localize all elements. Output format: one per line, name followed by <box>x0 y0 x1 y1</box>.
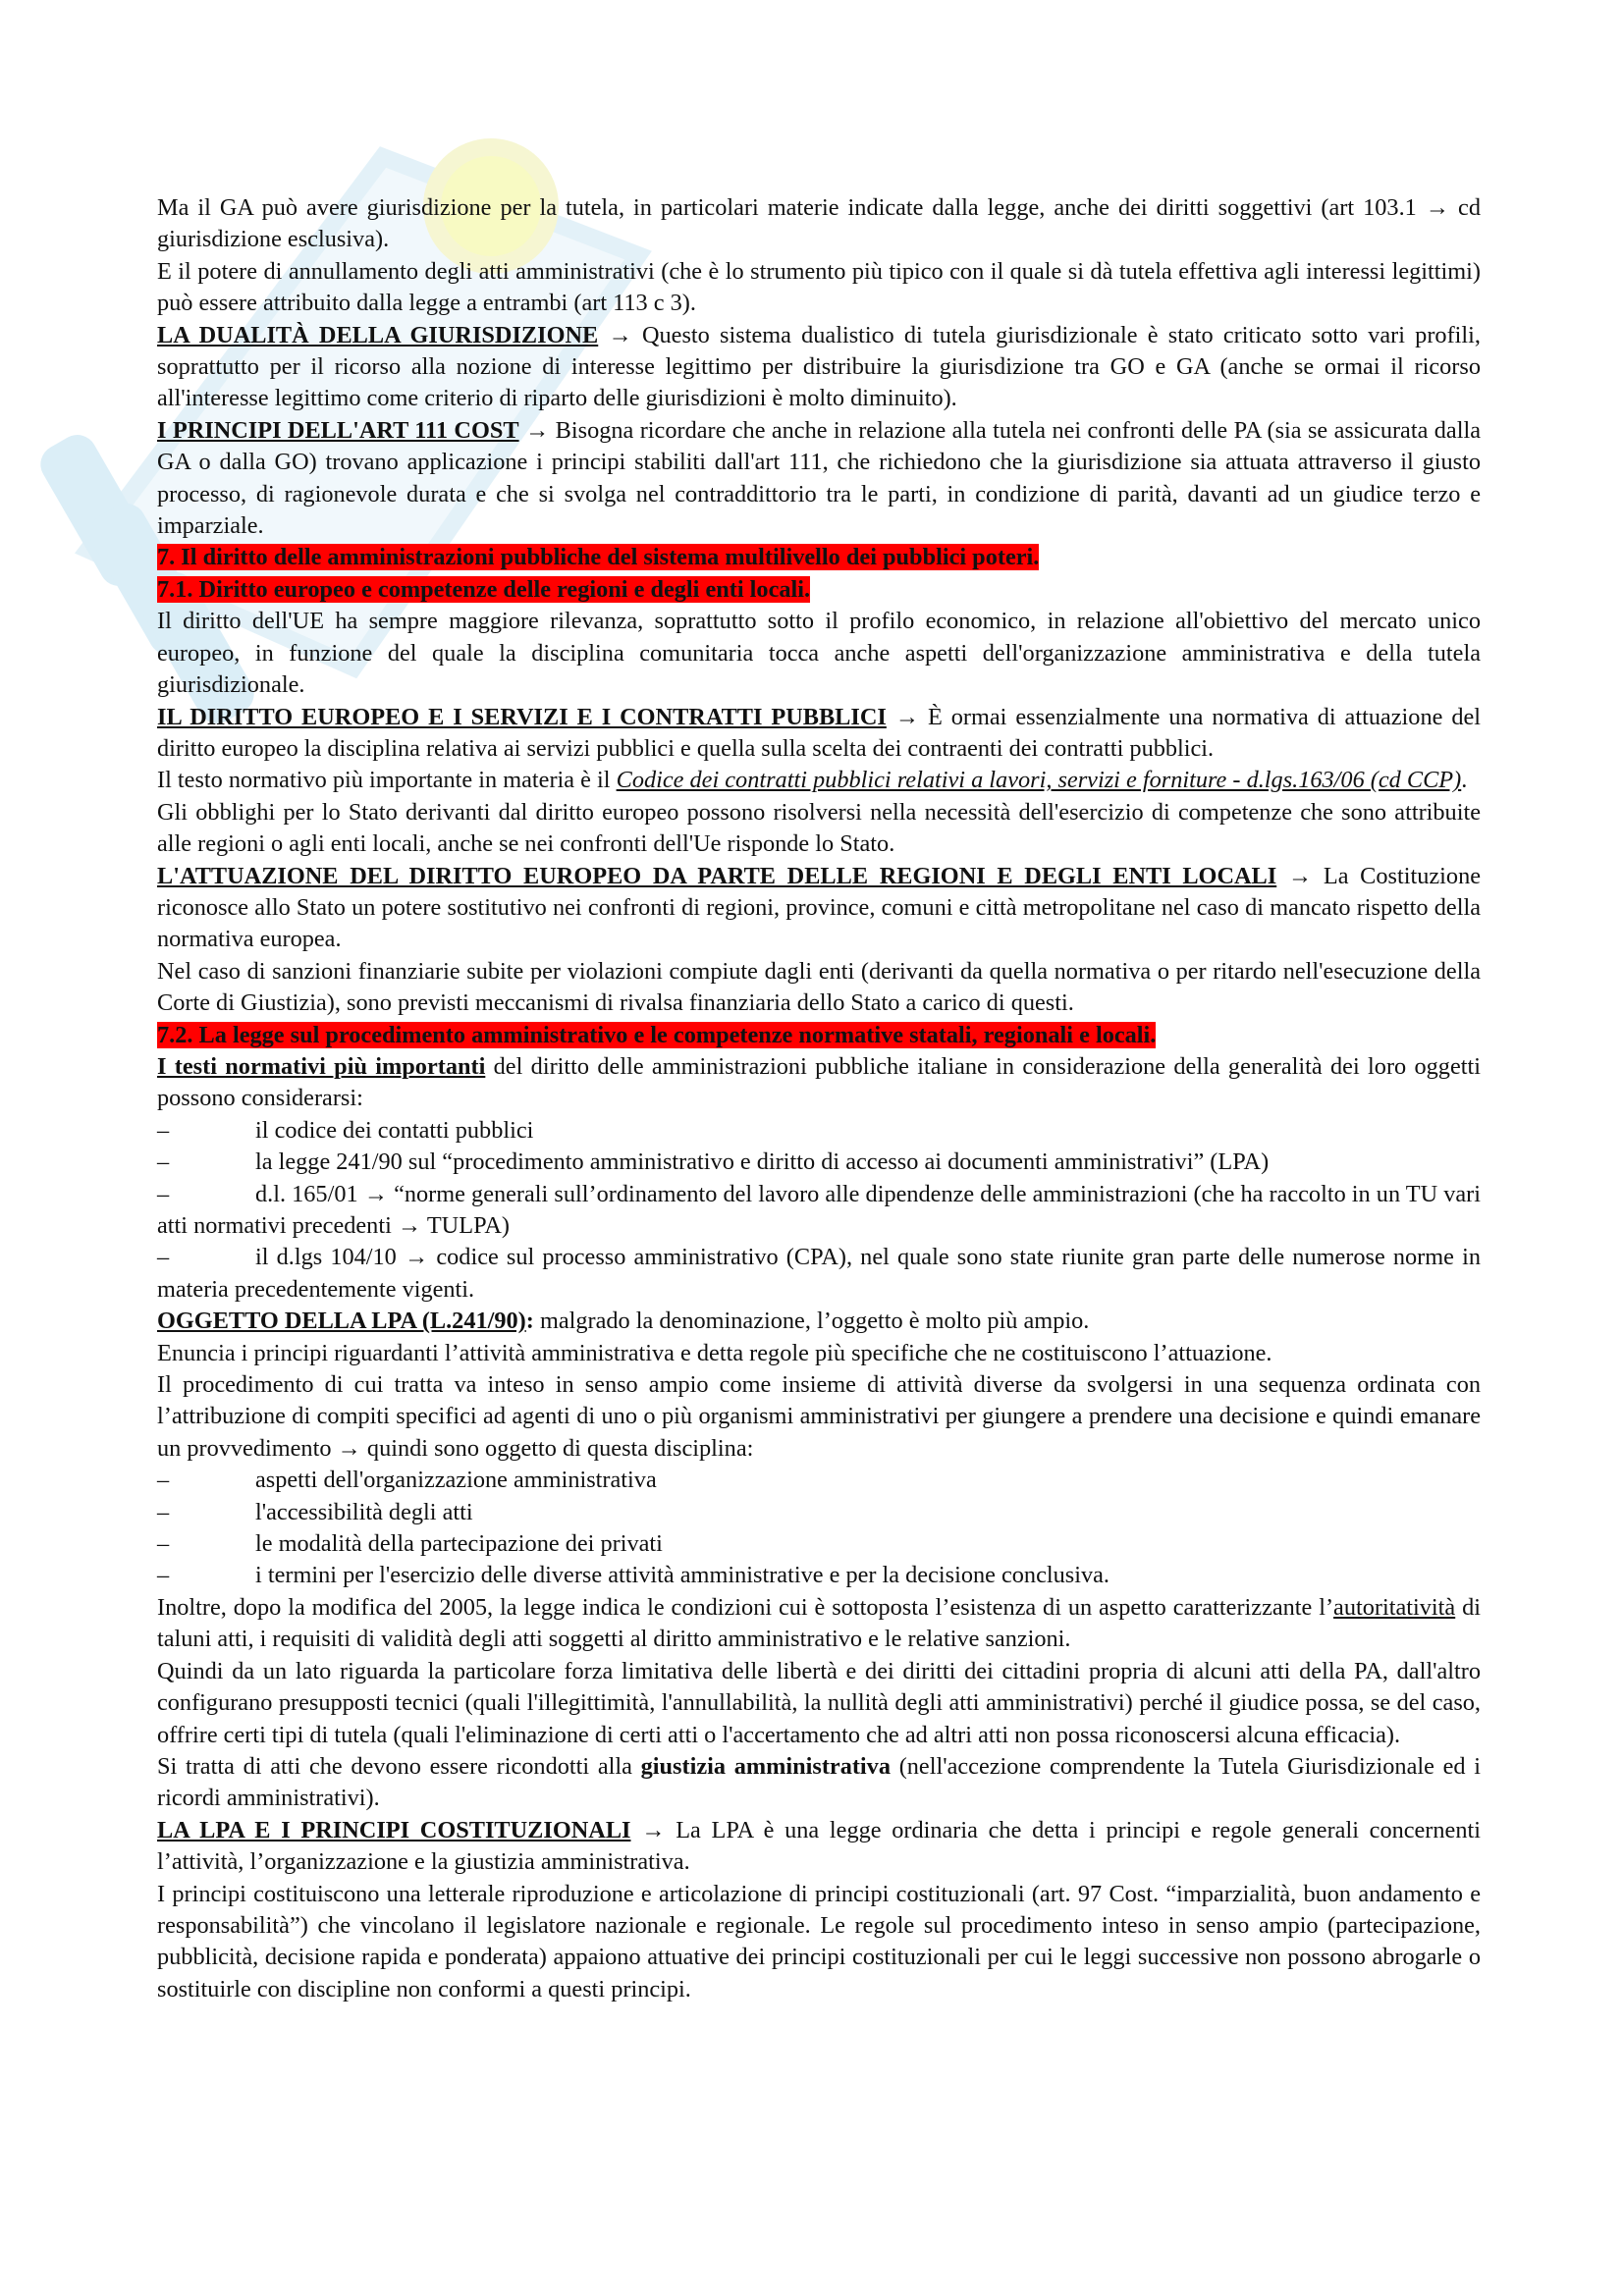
chapter-heading: 7. Il diritto delle amministrazioni pubbliche del sistema multilivello dei pubblici poteri. <box>157 544 1040 571</box>
paragraph: I testi normativi più importanti del diritto delle amministrazioni pubbliche italiane in considerazione della generalità dei loro oggetti possono considerarsi: <box>157 1052 1481 1112</box>
document-body <box>157 192 1481 2005</box>
list-item: – il codice dei contatti pubblici <box>157 1116 534 1144</box>
section-heading: LA DUALITÀ DELLA GIURISDIZIONE <box>157 321 599 348</box>
paragraph: Il diritto dell'UE ha sempre maggiore rilevanza, soprattutto sotto il profilo economico, in relazione all'obiettivo del mercato unico europeo, in funzione del quale la disciplina comunitaria tocca anche aspetti dell'organizzazione amministrativa e della tutela giurisdizionale. <box>157 608 1481 699</box>
paragraph: Il testo normativo più importante in materia è il Codice dei contratti pubblici relativi a lavori, servizi e forniture - d.lgs.163/06 (cd CCP). <box>157 767 1468 794</box>
list-item: – i termini per l'esercizio delle diverse attività amministrative e per la decisione conclusiva. <box>157 1562 1109 1589</box>
list-item: – d.l. 165/01 → “norme generali sull’ordinamento del lavoro alle dipendenze delle amministrazioni (che ha raccolto in un TU vari atti normativi precedenti → TULPA) <box>157 1180 1481 1239</box>
paragraph: Inoltre, dopo la modifica del 2005, la legge indica le condizioni cui è sottoposta l’esistenza di un aspetto caratterizzante l’autoritatività di taluni atti, i requisiti di validità degli atti soggetti al diritto amministrativo e le relative sanzioni. <box>157 1593 1481 1653</box>
section-heading: I PRINCIPI DELL'ART 111 COST <box>157 416 519 444</box>
section-heading: L'ATTUAZIONE DEL DIRITTO EUROPEO DA PARTE DELLE REGIONI E DEGLI ENTI LOCALI <box>157 862 1277 889</box>
chapter-heading: 7.2. La legge sul procedimento amministrativo e le competenze normative statali, regionali e locali. <box>157 1021 1157 1048</box>
paragraph: Quindi da un lato riguarda la particolare forza limitativa delle libertà e dei diritti dei cittadini propria di alcuni atti della PA, dall'altro configurano presupposti tecnici (quali l'illegittimità, l'annullabilità, la nullità degli atti amministrativi) perché il giudice possa, se del caso, offrire certi tipi di tutela (quali l'eliminazione di certi atti o l'accertamento che ad altri atti non possa riconoscersi alcuna efficacia). <box>157 1657 1481 1748</box>
paragraph: I PRINCIPI DELL'ART 111 COST → Bisogna ricordare che anche in relazione alla tutela nei confronti delle PA (sia se assicurata dalla GA o dalla GO) trovano applicazione i principi stabiliti dall'art 111, che richiedono che la giurisdizione sia attuata attraverso il giusto processo, di ragionevole durata e che si svolga nel contraddittorio tra le parti, in condizione di parità, davanti ad un giudice terzo e imparziale. <box>157 416 1481 540</box>
paragraph: Si tratta di atti che devono essere ricondotti alla giustizia amministrativa (nell'accezione comprendente la Tutela Giurisdizionale ed i ricordi amministrativi). <box>157 1752 1481 1812</box>
section-heading: LA LPA E I PRINCIPI COSTITUZIONALI <box>157 1816 631 1843</box>
list-item: – la legge 241/90 sul “procedimento amministrativo e diritto di accesso ai documenti amministrativi” (LPA) <box>157 1148 1270 1176</box>
paragraph: I principi costituiscono una letterale riproduzione e articolazione di principi costituzionali (art. 97 Cost. “imparzialità, buon andamento e responsabilità”) che vincolano il legislatore nazionale e regionale. Le regole sul procedimento inteso in senso ampio (partecipazione, pubblicità, decisione rapida e ponderata) appaiono attuative dei principi costituzionali per cui le leggi successive non possono abrogarle o sostituirle con discipline non conformi a questi principi. <box>157 1880 1481 2002</box>
section-heading: OGGETTO DELLA LPA (L.241/90) <box>157 1308 526 1335</box>
paragraph: Il procedimento di cui tratta va inteso in senso ampio come insieme di attività diverse da svolgersi in una sequenza ordinata con l’attribuzione di compiti specifici ad agenti di uno o più organismi amministrativi per giungere a prendere una decisione e quindi emanare un provvedimento → quindi sono oggetto di questa disciplina: <box>157 1371 1481 1462</box>
paragraph: E il potere di annullamento degli atti amministrativi (che è lo strumento più tipico con il quale si dà tutela effettiva agli interessi legittimi) può essere attribuito dalla legge a entrambi (art 113 c 3). <box>157 257 1481 317</box>
list-item: – l'accessibilità degli atti <box>157 1498 473 1525</box>
paragraph: LA DUALITÀ DELLA GIURISDIZIONE → Questo sistema dualistico di tutela giurisdizionale è stato criticato sotto vari profili, soprattutto per il ricorso alla nozione di interesse legittimo per distribuire la giurisdizione tra GO e GA (anche se ormai il ricorso all'interesse legittimo come criterio di riparto delle giurisdizioni è molto diminuito). <box>157 321 1481 412</box>
section-heading: IL DIRITTO EUROPEO E I SERVIZI E I CONTRATTI PUBBLICI <box>157 703 887 730</box>
paragraph: Gli obblighi per lo Stato derivanti dal diritto europeo possono risolversi nella necessità dell'esercizio di competenze che sono attribuite alle regioni o agli enti locali, anche se nei confronti dell'Ue risponde lo Stato. <box>157 798 1481 858</box>
section-heading: I testi normativi più importanti <box>157 1052 486 1080</box>
paragraph: IL DIRITTO EUROPEO E I SERVIZI E I CONTRATTI PUBBLICI → È ormai essenzialmente una normativa di attuazione del diritto europeo la disciplina relativa ai servizi pubblici e quella sulla scelta dei contraenti dei contratti pubblici. <box>157 703 1481 762</box>
paragraph: L'ATTUAZIONE DEL DIRITTO EUROPEO DA PARTE DELLE REGIONI E DEGLI ENTI LOCALI → La Costituzione riconosce allo Stato un potere sostitutivo nei confronti di regioni, province, comuni e città metropolitane nel caso di mancato rispetto della normativa europea. <box>157 862 1481 953</box>
paragraph: Enuncia i principi riguardanti l’attività amministrativa e detta regole più specifiche che ne costituiscono l’attuazione. <box>157 1339 1272 1366</box>
paragraph: OGGETTO DELLA LPA (L.241/90): malgrado la denominazione, l’oggetto è molto più ampio. <box>157 1308 1090 1335</box>
list-item: – il d.lgs 104/10 → codice sul processo amministrativo (CPA), nel quale sono state riunite gran parte delle numerose norme in materia precedentemente vigenti. <box>157 1244 1481 1303</box>
law-citation: Codice dei contratti pubblici relativi a lavori, servizi e forniture - d.lgs.163/06 (cd CCP) <box>616 767 1462 794</box>
paragraph: LA LPA E I PRINCIPI COSTITUZIONALI → La LPA è una legge ordinaria che detta i principi e regole generali concernenti l’attività, l’organizzazione e la giustizia amministrativa. <box>157 1816 1481 1876</box>
chapter-heading: 7.1. Diritto europeo e competenze delle regioni e degli enti locali. <box>157 575 811 603</box>
paragraph: Ma il GA può avere giurisdizione per la tutela, in particolari materie indicate dalla legge, anche dei diritti soggettivi (art 103.1 → cd giurisdizione esclusiva). <box>157 194 1481 253</box>
list-item: – aspetti dell'organizzazione amministrativa <box>157 1467 657 1494</box>
list-item: – le modalità della partecipazione dei privati <box>157 1530 663 1558</box>
paragraph: Nel caso di sanzioni finanziarie subite per violazioni compiute dagli enti (derivanti da quella normativa o per ritardo nell'esecuzione della Corte di Giustizia), sono previsti meccanismi di rivalsa finanziaria dello Stato a carico di questi. <box>157 957 1481 1017</box>
